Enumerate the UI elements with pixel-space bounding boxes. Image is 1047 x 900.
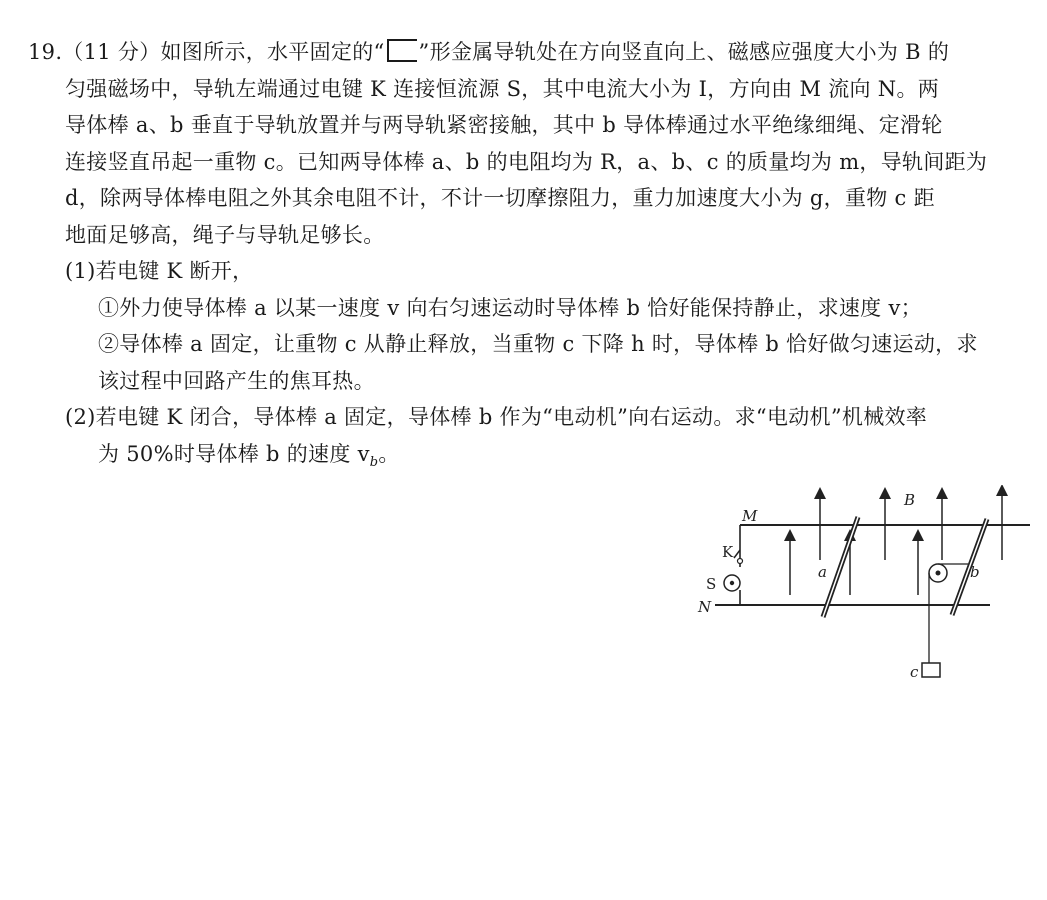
rail-shape-icon bbox=[387, 39, 417, 62]
part2-line-1: (2)若电键 K 闭合，导体棒 a 固定，导体棒 b 作为“电动机”向右运动。求“电动机”机械效率 bbox=[65, 405, 928, 429]
label-field-b: B bbox=[904, 491, 916, 509]
part2-line-2-end: 。 bbox=[378, 441, 400, 466]
part2-line-2 bbox=[28, 436, 1028, 482]
label-n: N bbox=[698, 598, 712, 616]
pulley-axle bbox=[936, 571, 941, 576]
switch-k-icon bbox=[734, 550, 740, 558]
problem-line-6: 地面足够高，绳子与导轨足够长。 bbox=[65, 222, 385, 247]
label-s: S bbox=[706, 575, 717, 593]
switch-k-contact bbox=[738, 559, 743, 564]
part1-title: (1)若电键 K 断开， bbox=[65, 259, 254, 283]
problem-line-1-post: ”形金属导轨处在方向竖直向上、磁感应强度大小为 B 的 bbox=[418, 40, 950, 64]
label-a: a bbox=[818, 563, 827, 581]
part1-question-2-line-2: 该过程中回路产生的焦耳热。 bbox=[98, 368, 375, 393]
part2-line-2-text: 为 50%时导体棒 b 的速度 v bbox=[98, 441, 370, 466]
problem-line-1 bbox=[28, 34, 1028, 71]
part1-question-2-line-1: ②导体棒 a 固定，让重物 c 从静止释放，当重物 c 下降 h 时，导体棒 b 恰好做匀速运动，求 bbox=[98, 332, 978, 356]
label-c: c bbox=[910, 663, 919, 681]
rail-diagram bbox=[690, 485, 1035, 685]
problem-line-5: d，除两导体棒电阻之外其余电阻不计，不计一切摩擦阻力，重力加速度大小为 g，重物 c 距 bbox=[65, 186, 935, 210]
label-b: b bbox=[970, 563, 980, 581]
problem-line-4: 连接竖直吊起一重物 c。已知两导体棒 a、b 的电阻均为 R，a、b、c 的质量均为 m，导轨间距为 bbox=[65, 149, 988, 174]
problem-line-2: 匀强磁场中，导轨左端通过电键 K 连接恒流源 S，其中电流大小为 I，方向由 M 流向 N。两 bbox=[65, 76, 940, 101]
problem-line-1-pre: 19.（11 分）如图所示，水平固定的“ bbox=[28, 40, 385, 64]
current-source-dot bbox=[730, 581, 734, 585]
label-m: M bbox=[742, 507, 758, 525]
part2-subscript: b bbox=[369, 454, 379, 470]
problem-19 bbox=[28, 34, 1028, 481]
problem-line-3: 导体棒 a、b 垂直于导轨放置并与两导轨紧密接触，其中 b 导体棒通过水平绝缘细绳、定滑轮 bbox=[65, 113, 943, 137]
weight-c bbox=[922, 663, 940, 677]
label-k: K bbox=[722, 543, 734, 561]
part1-question-1: ①外力使导体棒 a 以某一速度 v 向右匀速运动时导体棒 b 恰好能保持静止，求速度 v； bbox=[98, 295, 922, 320]
rod-a-inner bbox=[823, 517, 858, 617]
